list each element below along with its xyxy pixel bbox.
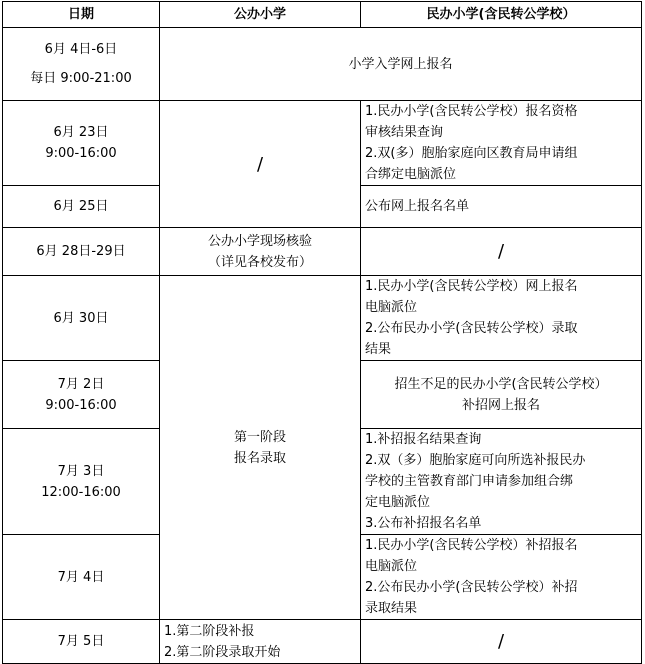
date-cell (3, 361, 160, 429)
private-line: 2.公布民办小学(含民转公学校）补招 (365, 580, 578, 595)
private-line: 审核结果查询 (365, 125, 444, 140)
private-na-cell (361, 228, 642, 276)
private-line: 1.补招报名结果查询 (365, 432, 482, 447)
time-line: 9:00-16:00 (45, 146, 117, 161)
private-line: 2.公布民办小学(含民转公学校）录取 (365, 321, 578, 336)
public-na-cell (160, 101, 361, 228)
not-applicable-mark: / (497, 631, 505, 652)
private-cell (361, 429, 642, 535)
date-line: 6月 30日 (53, 310, 109, 326)
private-line: 1.民办小学(含民转公学校）网上报名 (365, 279, 578, 294)
private-line: 1.民办小学(含民转公学校）报名资格 (365, 104, 578, 119)
public-line: （详见各校发布） (207, 254, 312, 270)
date-cell (3, 186, 160, 228)
table-row (3, 228, 642, 276)
not-applicable-mark: / (497, 241, 505, 262)
private-line: 结果 (365, 342, 392, 357)
table-row (3, 276, 642, 361)
public-cell (160, 620, 361, 664)
date-line: 6月 25日 (53, 199, 109, 214)
date-line: 7月 4日 (57, 569, 105, 585)
date-cell (3, 429, 160, 535)
time-line: 12:00-16:00 (41, 484, 121, 500)
private-line: 招生不足的民办小学(含民转公学校） (394, 376, 608, 392)
date-cell (3, 276, 160, 361)
public-line: 报名录取 (233, 450, 286, 466)
header-row (3, 2, 642, 28)
private-line: 定电脑派位 (365, 495, 431, 510)
date-line: 6月 4日-6日 (44, 42, 118, 57)
private-cell (361, 186, 642, 228)
private-line: 电脑派位 (365, 300, 418, 315)
private-line: 学校的主管教育部门申请参加组合绑 (365, 474, 574, 489)
merged-text: 小学入学网上报名 (348, 56, 453, 72)
public-cell (160, 228, 361, 276)
private-line: 电脑派位 (365, 559, 418, 574)
private-line: 2.双（多）胞胎家庭可向所选补报民办 (365, 453, 586, 468)
private-na-cell (361, 620, 642, 664)
date-cell (3, 28, 160, 101)
public-stage-one-cell (160, 276, 361, 620)
private-line: 合绑定电脑派位 (365, 167, 457, 182)
header-private: 民办小学(含民转公学校） (361, 2, 642, 28)
private-line: 2.双(多）胞胎家庭向区教育局申请组 (365, 146, 578, 161)
date-cell (3, 620, 160, 664)
public-line: 第一阶段 (233, 429, 286, 445)
date-line: 7月 3日 (57, 463, 105, 479)
date-line: 6月 28日-29日 (36, 244, 126, 259)
not-applicable-mark: / (256, 153, 264, 175)
date-line: 7月 5日 (57, 634, 105, 649)
date-cell (3, 228, 160, 276)
private-line: 1.民办小学(含民转公学校）补招报名 (365, 538, 578, 553)
private-cell (361, 276, 642, 361)
public-line: 1.第二阶段补报 (164, 623, 255, 639)
time-line: 9:00-16:00 (45, 397, 117, 413)
table-row (3, 101, 642, 186)
date-cell (3, 101, 160, 186)
date-line: 7月 2日 (57, 376, 105, 392)
table-row (3, 620, 642, 664)
enrollment-schedule-table (2, 1, 642, 664)
date-cell (3, 535, 160, 620)
private-cell (361, 361, 642, 429)
private-line: 录取结果 (365, 601, 418, 616)
table-row (3, 28, 642, 101)
private-cell (361, 535, 642, 620)
header-date: 日期 (3, 2, 160, 28)
private-line: 公布网上报名名单 (365, 199, 470, 214)
time-line: 每日 9:00-21:00 (30, 71, 132, 86)
private-cell (361, 101, 642, 186)
private-line: 3.公布补招报名名单 (365, 516, 482, 531)
public-line: 2.第二阶段录取开始 (164, 644, 281, 660)
header-public: 公办小学 (160, 2, 361, 28)
merged-online-registration-cell (160, 28, 642, 101)
date-line: 6月 23日 (53, 125, 109, 140)
private-line: 补招网上报名 (461, 397, 540, 413)
public-line: 公办小学现场核验 (207, 233, 312, 249)
